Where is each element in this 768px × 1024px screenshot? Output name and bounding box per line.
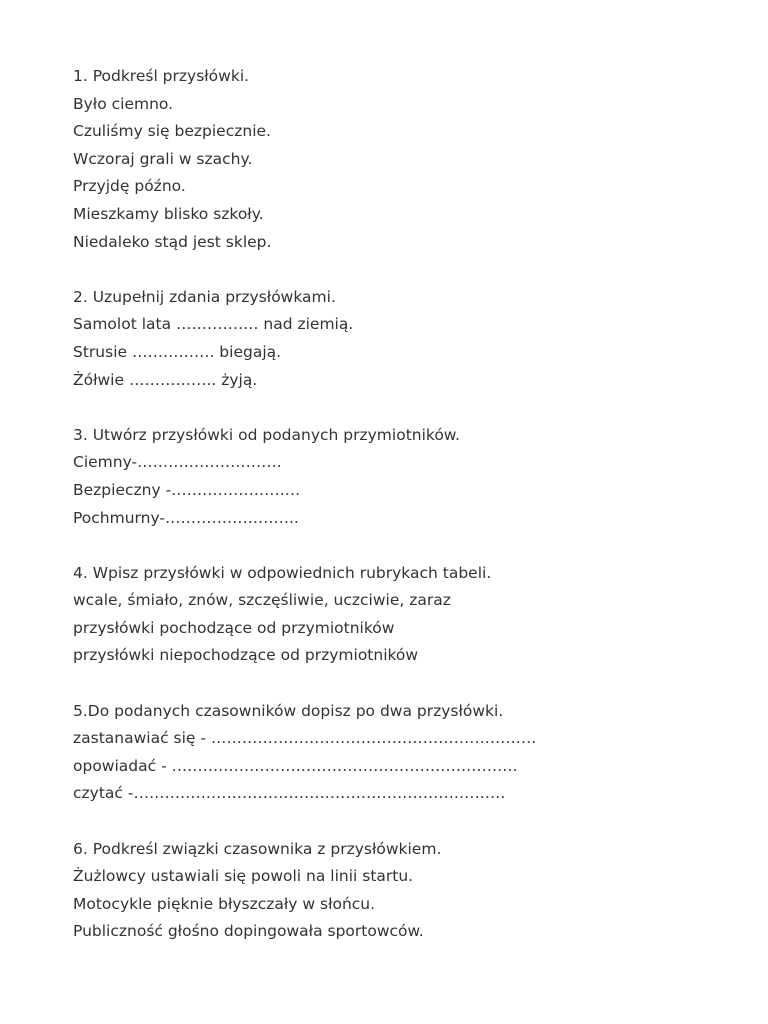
worksheet <box>73 63 713 946</box>
exercise-title: 2. Uzupełnij zdania przysłówkami. <box>73 287 336 306</box>
exercise-line: opowiadać - …………………………………………………………. <box>73 756 518 775</box>
exercise-title: 3. Utwórz przysłówki od podanych przymiotników. <box>73 425 460 444</box>
exercise-line: Wczoraj grali w szachy. <box>73 149 253 168</box>
exercise-line: Żużlowcy ustawiali się powoli na linii startu. <box>73 867 414 886</box>
exercise-line: czytać -……………………………………………………………… <box>73 784 506 803</box>
exercise-line: Bezpieczny -……………………. <box>73 480 301 499</box>
exercise-line: przysłówki pochodzące od przymiotników <box>73 618 395 637</box>
exercise-line: Motocykle pięknie błyszczały w słońcu. <box>73 894 376 913</box>
spacer <box>73 256 713 284</box>
exercise-line: wcale, śmiało, znów, szczęśliwie, uczciwie, zaraz <box>73 591 451 610</box>
exercise-line: Ciemny-………………………. <box>73 453 282 472</box>
exercise-line: Było ciemno. <box>73 94 174 113</box>
exercise-line: zastanawiać się - ……………………………………………………… <box>73 729 537 748</box>
exercise-6 <box>73 836 713 946</box>
exercise-1 <box>73 63 713 256</box>
exercise-line: przysłówki niepochodzące od przymiotników <box>73 646 419 665</box>
exercise-line: Czuliśmy się bezpiecznie. <box>73 122 271 141</box>
spacer <box>73 394 713 422</box>
exercise-4 <box>73 560 713 670</box>
exercise-line: Publiczność głośno dopingowała sportowców. <box>73 922 424 941</box>
exercise-title: 4. Wpisz przysłówki w odpowiednich rubrykach tabeli. <box>73 563 492 582</box>
exercise-3 <box>73 422 713 532</box>
exercise-title: 6. Podkreśl związki czasownika z przysłówkiem. <box>73 839 442 858</box>
exercise-title: 1. Podkreśl przysłówki. <box>73 67 250 85</box>
exercise-line: Pochmurny-…………………….. <box>73 508 299 527</box>
exercise-line: Przyjdę późno. <box>73 177 186 196</box>
exercise-line: Samolot lata ……………. nad ziemią. <box>73 315 354 334</box>
exercise-line: Mieszkamy blisko szkoły. <box>73 204 264 223</box>
exercise-line: Niedaleko stąd jest sklep. <box>73 232 272 251</box>
spacer <box>73 670 713 698</box>
exercise-line: Strusie ……………. biegają. <box>73 342 282 361</box>
exercise-5 <box>73 698 713 808</box>
exercise-2 <box>73 284 713 394</box>
exercise-line: Żółwie …………….. żyją. <box>73 370 258 389</box>
exercise-title: 5.Do podanych czasowników dopisz po dwa przysłówki. <box>73 701 504 720</box>
spacer <box>73 808 713 836</box>
spacer <box>73 532 713 560</box>
